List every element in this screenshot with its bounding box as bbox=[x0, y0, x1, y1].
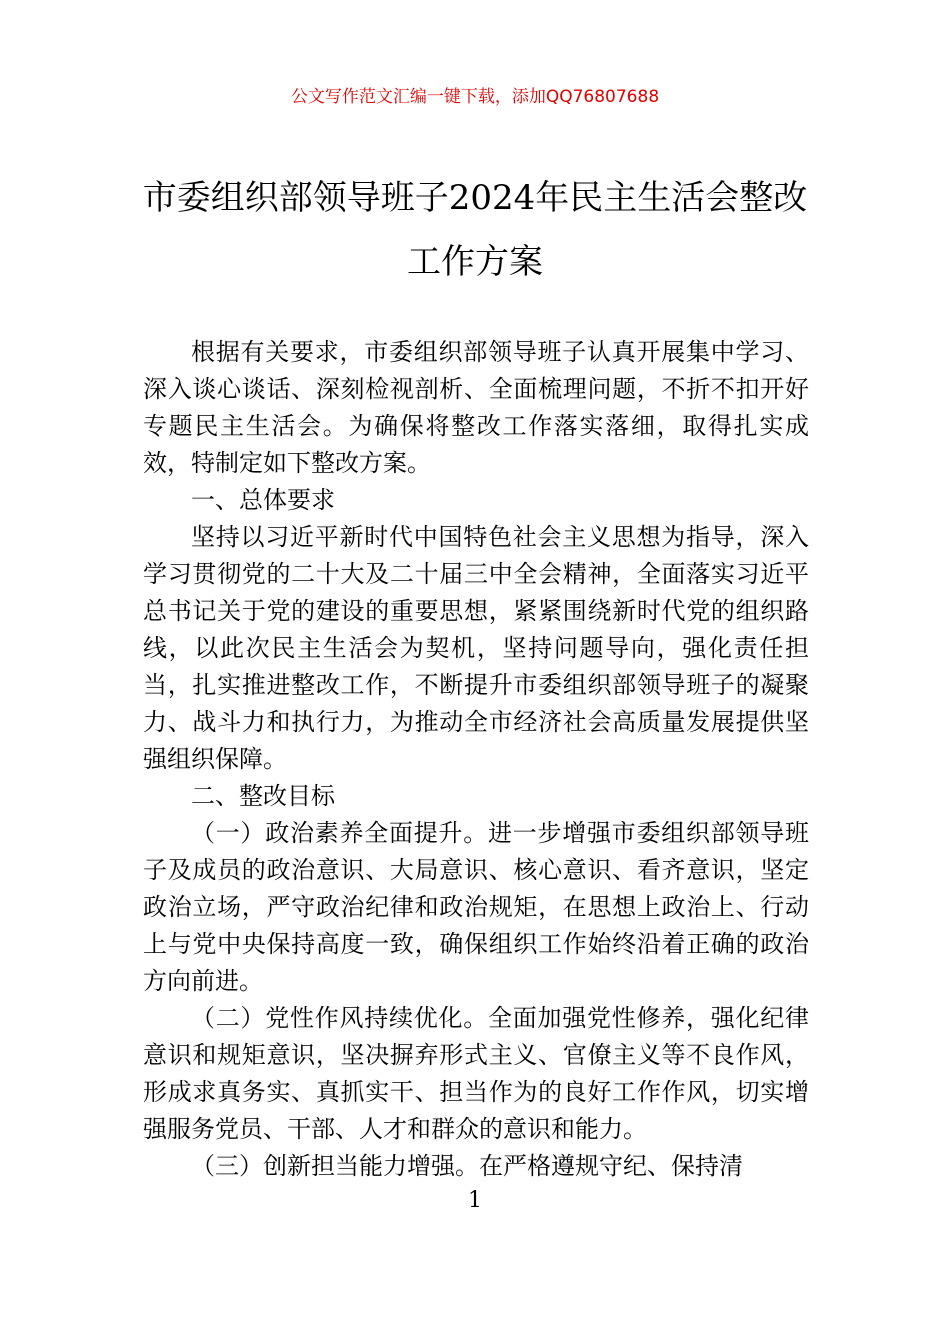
intro-paragraph: 根据有关要求，市委组织部领导班子认真开展集中学习、深入谈心谈话、深刻检视剖析、全面梳理问题，不折不扣开好专题民主生活会。为确保将整改工作落实落细，取得扎实成效，特制定如下整改方案。 bbox=[143, 338, 809, 477]
general-requirements-paragraph: 坚持以习近平新时代中国特色社会主义思想为指导，深入学习贯彻党的二十大及二十届三中全会精神，全面落实习近平总书记关于党的建设的重要思想，紧紧围绕新时代党的组织路线，以此次民主生活会为契机，坚持问题导向，强化责任担当，扎实推进整改工作，不断提升市委组织部领导班子的凝聚力、战斗力和执行力，为推动全市经济社会高质量发展提供坚强组织保障。 bbox=[143, 523, 809, 773]
document-body bbox=[143, 334, 809, 1185]
goal-paragraph-innovation: （三）创新担当能力增强。在严格遵规守纪、保持清 bbox=[191, 1152, 743, 1180]
section-heading-general-requirements: 一、总体要求 bbox=[191, 486, 335, 514]
section-heading-rectification-goals: 二、整改目标 bbox=[191, 782, 335, 810]
header-download-note: 公文写作范文汇编一键下载，添加QQ76807688 bbox=[290, 87, 660, 107]
goal-paragraph-conduct: （二）党性作风持续优化。全面加强党性修养，强化纪律意识和规矩意识，坚决摒弃形式主义、官僚主义等不良作风，形成求真务实、真抓实干、担当作为的良好工作作风，切实增强服务党员、干部、人才和群众的意识和能力。 bbox=[143, 1004, 809, 1143]
page-number: 1 bbox=[468, 1188, 482, 1213]
document-title: 市委组织部领导班子2024年民主生活会整改工作方案 bbox=[142, 178, 808, 282]
goal-paragraph-political: （一）政治素养全面提升。进一步增强市委组织部领导班子及成员的政治意识、大局意识、核心意识、看齐意识，坚定政治立场，严守政治纪律和政治规矩，在思想上政治上、行动上与党中央保持高度一致，确保组织工作始终沿着正确的政治方向前进。 bbox=[143, 819, 809, 995]
